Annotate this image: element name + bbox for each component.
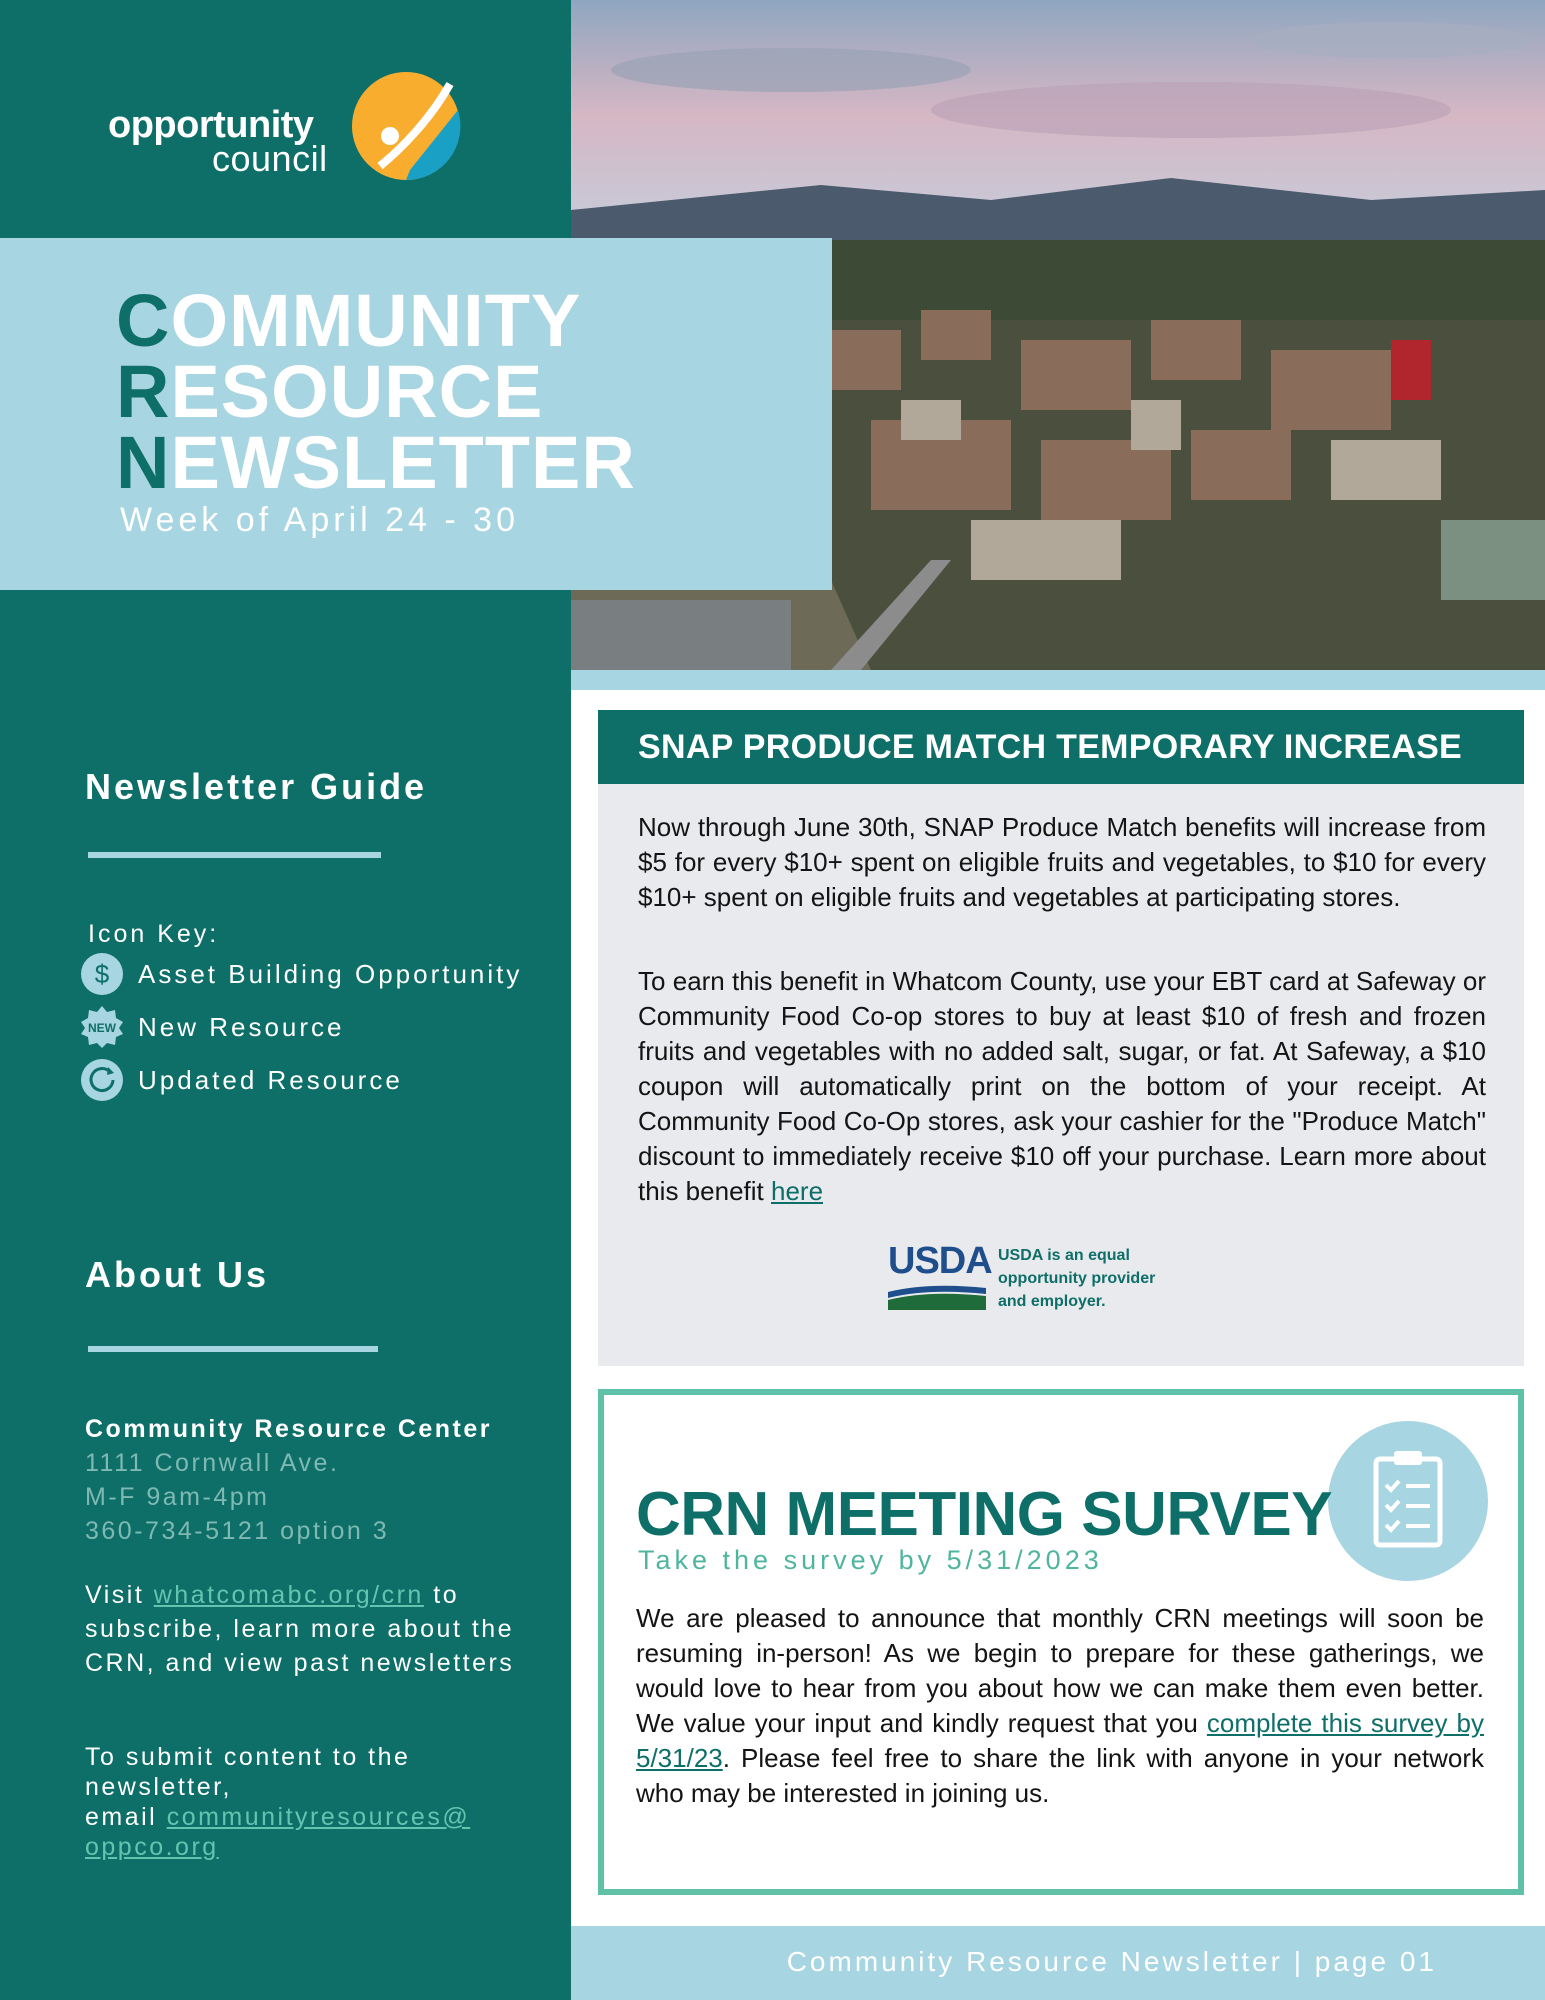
snap-paragraph-1: Now through June 30th, SNAP Produce Match benefits will increase from $5 for every $10+ spent on eligible fruits and vegetables, to $10 for every $10+ spent on eligible fruits and vegetables at participating stores. [638, 812, 1486, 912]
title-line-newsletter: NEWSLETTER [116, 421, 636, 504]
title-line-resource: RESOURCE [116, 350, 544, 433]
crn-meeting-survey-panel [598, 1389, 1524, 1895]
submit-text [85, 1742, 525, 1862]
new-badge-icon [80, 1005, 124, 1049]
snap-header-bar [598, 710, 1524, 784]
refresh-icon [80, 1058, 124, 1102]
survey-subtitle: Take the survey by 5/31/2023 [638, 1545, 1103, 1575]
survey-title: CRN MEETING SURVEY [636, 1480, 1333, 1549]
visit-prefix: Visit [85, 1581, 154, 1609]
usda-logo-hills-icon [888, 1282, 986, 1310]
survey-body: We are pleased to announce that monthly CRN meetings will soon be resuming in-person! As we begin to prepare for these gatherings, we would love to hear from you about how we can make them even better. We value your input and kindly request that you complete this survey by 5/31/23. Please feel free to share the link with anyone in your network who may be interested in joining us. [636, 1603, 1484, 1808]
usda-logo: USDA [888, 1240, 992, 1282]
guide-divider [88, 852, 381, 858]
logo-word-opportunity: opportunity [108, 104, 314, 146]
photo-bottom-band [571, 670, 1545, 690]
submit-email-prefix: email [85, 1803, 167, 1831]
dollar-icon [80, 952, 124, 996]
about-us-heading: About Us [85, 1254, 269, 1295]
snap-title: SNAP PRODUCE MATCH TEMPORARY INCREASE [638, 728, 1463, 766]
icon-key-asset [80, 952, 522, 996]
snap-learn-more-link[interactable]: here [770, 1176, 824, 1206]
title-line-community: COMMUNITY [116, 279, 582, 362]
icon-key-updated [80, 1058, 403, 1102]
icon-key-label: Icon Key: [88, 920, 220, 948]
center-name: Community Resource Center [85, 1415, 493, 1443]
crn-website-link[interactable]: whatcomabc.org/crn [153, 1581, 424, 1609]
phone: 360-734-5121 option 3 [85, 1517, 390, 1545]
page-footer [571, 1926, 1545, 2000]
footer-page-label: Community Resource Newsletter | page 01 [786, 1946, 1437, 1977]
icon-key-asset-label: Asset Building Opportunity [138, 958, 523, 989]
email-link-part2[interactable]: oppco.org [85, 1833, 219, 1861]
icon-key-updated-label: Updated Resource [138, 1064, 403, 1095]
usda-equal-opportunity-note: USDA is an equal opportunity provider and employer. [998, 1247, 1156, 1310]
opportunity-council-logo [108, 68, 468, 188]
contact-info [85, 1412, 525, 1548]
icon-key-new [80, 1005, 345, 1049]
hours: M-F 9am-4pm [85, 1483, 270, 1511]
usda-badge [888, 1240, 1188, 1320]
visit-text [85, 1578, 525, 1680]
week-of-date: Week of April 24 - 30 [120, 501, 519, 539]
about-divider [88, 1346, 378, 1352]
icon-key-new-label: New Resource [138, 1011, 345, 1042]
newsletter-title-block [0, 238, 832, 590]
clipboard-checklist-icon [1328, 1421, 1488, 1581]
address: 1111 Cornwall Ave. [85, 1449, 340, 1477]
survey-link[interactable]: complete this survey by 5/31/23 [636, 1708, 1484, 1773]
visit-suffix: to subscribe, learn more about the CRN, and view past newsletters [85, 1581, 515, 1677]
newsletter-guide-heading: Newsletter Guide [85, 766, 428, 807]
svg-text:$: $ [94, 959, 110, 989]
svg-text:NEW: NEW [88, 1021, 116, 1035]
snap-paragraph-2: To earn this benefit in Whatcom County, use your EBT card at Safeway or Community Food Co-op stores to buy at least $10 of fresh and frozen fruits and vegetables with no added salt, sugar, or fat. At Safeway, a $10 coupon will automatically print on the bottom of your receipt. At Community Food Co-Op stores, ask your cashier for the "Produce Match" discount to immediately receive $10 off your purchase. Learn more about this benefit here [638, 966, 1486, 1206]
snap-produce-match-panel [598, 710, 1524, 1366]
submit-prefix: To submit content to the newsletter, [85, 1743, 411, 1801]
logo-mark-icon [350, 70, 462, 182]
email-link-part1[interactable]: communityresources@ [166, 1803, 471, 1831]
logo-word-council: council [212, 138, 328, 179]
